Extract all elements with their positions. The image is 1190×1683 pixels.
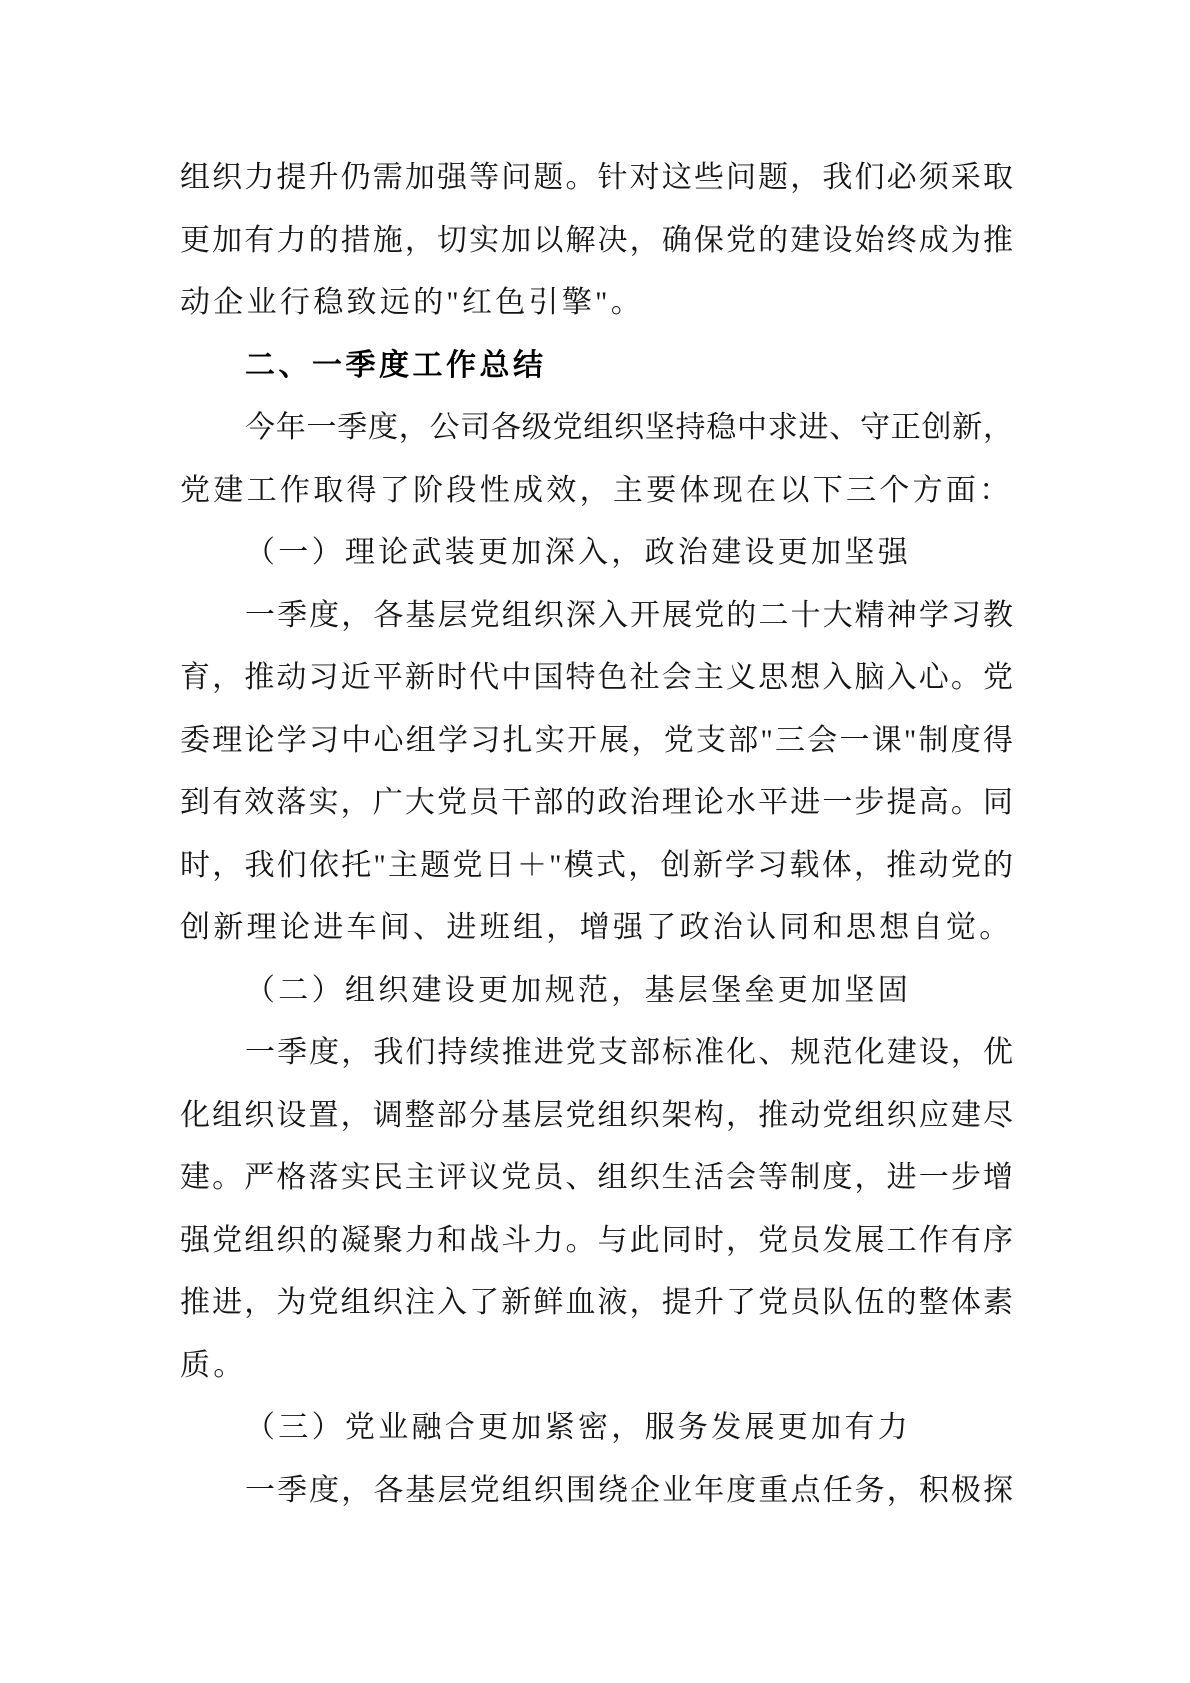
text-line: 质。 — [180, 1348, 247, 1382]
text-line: 动企业行稳致远的"红色引擎"。 — [180, 286, 644, 319]
text-line: 一季度，我们持续推进党支部标准化、规范化建设，优 — [245, 1036, 1013, 1069]
section-heading: 二、一季度工作总结 — [245, 348, 547, 382]
text-line: 到有效落实，广大党员干部的政治理论水平进一步提高。同 — [180, 786, 1013, 819]
subsection-heading: （二）组织建设更加规范，基层堡垒更加坚固 — [245, 973, 911, 1007]
text-line: 今年一季度，公司各级党组织坚持稳中求进、守正创新， — [245, 411, 1013, 444]
text-line: 创新理论进车间、进班组，增强了政治认同和思想自觉。 — [180, 911, 1013, 944]
text-line: 党建工作取得了阶段性成效，主要体现在以下三个方面： — [180, 473, 1013, 507]
text-line: 强党组织的凝聚力和战斗力。与此同时，党员发展工作有序 — [180, 1223, 1013, 1257]
text-line: 化组织设置，调整部分基层党组织架构，推动党组织应建尽 — [180, 1098, 1013, 1132]
text-line: 育，推动习近平新时代中国特色社会主义思想入脑入心。党 — [180, 661, 1013, 694]
document-text-area — [180, 147, 1013, 1522]
text-line: 更加有力的措施，切实加以解决，确保党的建设始终成为推 — [180, 223, 1013, 257]
text-line: 建。严格落实民主评议党员、组织生活会等制度，进一步增 — [180, 1161, 1013, 1194]
text-line: 一季度，各基层党组织围绕企业年度重点任务，积极探 — [245, 1473, 1013, 1507]
subsection-heading: （三）党业融合更加紧密，服务发展更加有力 — [245, 1411, 911, 1444]
text-line: 组织力提升仍需加强等问题。针对这些问题，我们必须采取 — [180, 161, 1013, 194]
text-line: 一季度，各基层党组织深入开展党的二十大精神学习教 — [245, 598, 1013, 632]
text-line: 时，我们依托"主题党日＋"模式，创新学习载体，推动党的 — [180, 848, 1013, 882]
text-line: 推进，为党组织注入了新鲜血液，提升了党员队伍的整体素 — [180, 1286, 1013, 1319]
subsection-heading: （一）理论武装更加深入，政治建设更加坚强 — [245, 536, 911, 569]
text-line: 委理论学习中心组学习扎实开展，党支部"三会一课"制度得 — [180, 723, 1013, 757]
